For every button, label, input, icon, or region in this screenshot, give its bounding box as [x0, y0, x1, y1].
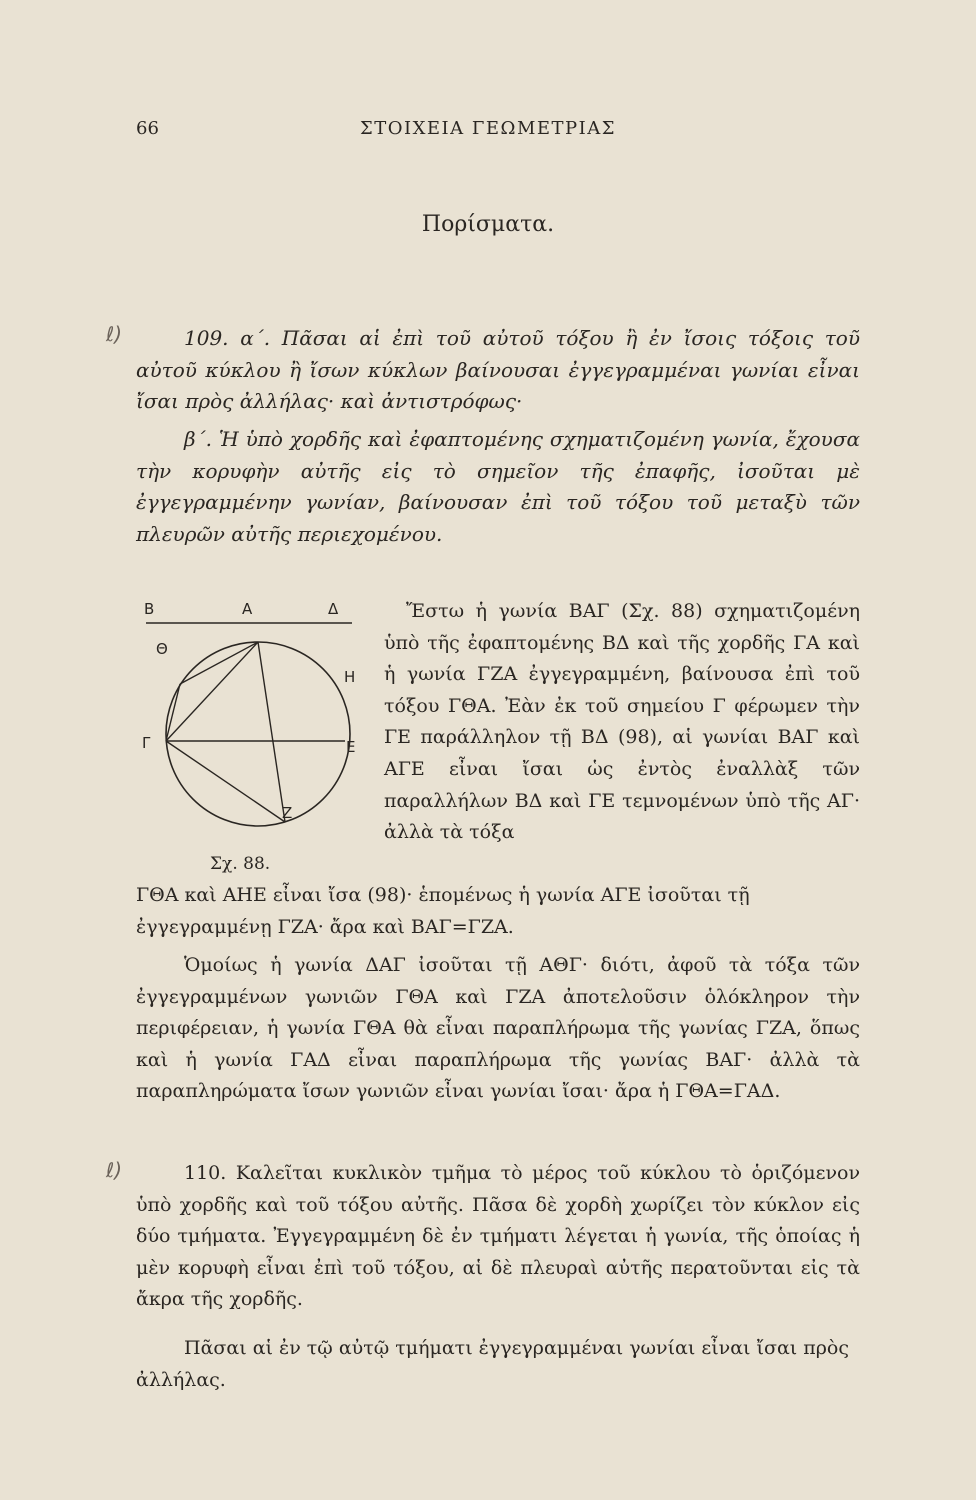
- margin-mark-109: ℓ): [106, 322, 123, 346]
- paragraph-similarly: Ὁμοίως ἡ γωνία ΔΑΓ ἰσοῦται τῇ ΑΘΓ· διότι, ἀφοῦ τὰ τόξα τῶν ἐγγεγραμμένων γωνιῶν ΓΘΑ καὶ ΓΖΑ ἀποτελοῦσιν ὁλόκληρον τὴν περιφέρειαν, ἡ γωνία ΓΘΑ θὰ εἶναι παραπλήρωμα τῆς γωνίας ΓΖΑ, ὅπως καὶ ἡ γωνία ΓΑΔ εἶναι παραπλήρωμα τῆς γωνίας ΒΑΓ· ἀλλὰ τὰ παραπληρώματα ἴσων γωνιῶν εἶναι γωνίαι ἴσαι· ἄρα ἡ ΓΘΑ=ΓΑΔ.: [136, 954, 860, 1103]
- chord-AZ: [258, 642, 285, 822]
- proof-text-right: Ἔστω ἡ γωνία ΒΑΓ (Σχ. 88) σχηματιζομένη ὑπὸ τῆς ἐφαπτομένης ΒΔ καὶ τῆς χορδῆς ΓΑ καὶ ἡ γωνία ΓΖΑ ἐγγεγραμμένη, βαίνουσα ἐπὶ τοῦ τόξου ΓΘΑ. Ἐὰν ἐκ τοῦ σημείου Γ φέρωμεν τὴν ΓΕ παράλληλον τῇ ΒΔ (98), αἱ γωνίαι ΒΑΓ καὶ ΑΓΕ εἶναι ἴσαι ὡς ἐντὸς ἐναλλὰξ τῶν παραλλήλων ΒΔ καὶ ΓΕ τεμνομένων ὑπὸ τῆς ΑΓ· ἀλλὰ τὰ τόξα: [384, 600, 860, 844]
- chord-AG: [166, 642, 258, 741]
- label-G: Γ: [142, 734, 151, 752]
- paragraph-109b: β΄. Ἡ ὑπὸ χορδῆς καὶ ἐφαπτομένης σχηματιζομένη γωνία, ἔχουσα τὴν κορυφὴν αὐτῆς εἰς τὸ σημεῖον τῆς ἐπαφῆς, ἰσοῦται μὲ ἐγγεγραμμένην γωνίαν, βαίνουσαν ἐπὶ τοῦ τόξου τοῦ μεταξὺ τῶν πλευρῶν αὐτῆς περιεχομένου.: [136, 427, 860, 546]
- label-H: Η: [344, 668, 356, 686]
- section-title: Πορίσματα.: [421, 212, 555, 237]
- proof-text-continued: ΓΘΑ καὶ ΑΗΕ εἶναι ἴσα (98)· ἑπομένως ἡ γωνία ΑΓΕ ἰσοῦται τῇ ἐγγεγραμμένῃ ΓΖΑ· ἄρα καὶ ΒΑΓ=ΓΖΑ.: [136, 884, 750, 938]
- label-Z: Z: [282, 804, 293, 822]
- figure-caption: Σχ. 88.: [210, 854, 271, 874]
- label-E: Ε: [346, 738, 356, 756]
- running-title: ΣΤΟΙΧΕΙΑ ΓΕΩΜΕΤΡΙΑΣ: [360, 118, 616, 139]
- paragraph-110: 110. Καλεῖται κυκλικὸν τμῆμα τὸ μέρος τοῦ κύκλου τὸ ὁριζόμενον ὑπὸ χορδῆς καὶ τοῦ τόξου αὐτῆς. Πᾶσα δὲ χορδὴ χωρίζει τὸν κύκλον εἰς δύο τμήματα. Ἐγγεγραμμένη δὲ ἐν τμήματι λέγεται ἡ γωνία, τῆς ὁποίας ἡ μὲν κορυφὴ εἶναι ἐπὶ τοῦ τόξου, αἱ δὲ πλευραὶ αὐτῆς περατοῦνται εἰς τὰ ἄκρα τῆς χορδῆς.: [136, 1162, 860, 1311]
- paragraph-last: Πᾶσαι αἱ ἐν τῷ αὐτῷ τμήματι ἐγγεγραμμέναι γωνίαι εἶναι ἴσαι πρὸς ἀλλήλας.: [136, 1337, 850, 1391]
- label-D: Δ: [328, 600, 339, 618]
- label-TH: Θ: [156, 640, 168, 658]
- label-A: Α: [242, 600, 253, 618]
- margin-mark-110: ℓ): [106, 1158, 123, 1182]
- circle: [166, 642, 350, 826]
- page-header: [0, 118, 976, 148]
- chord-ATH: [180, 642, 258, 684]
- paragraph-109a: 109. α΄. Πᾶσαι αἱ ἐπὶ τοῦ αὐτοῦ τόξου ἢ ἐν ἴσοις τόξοις τοῦ αὐτοῦ κύκλου ἢ ἴσων κύκλων βαίνουσαι ἐγγεγραμμέναι γωνίαι εἶναι ἴσαι πρὸς ἀλλήλας· καὶ ἀντιστρόφως·: [136, 326, 860, 414]
- geometry-figure-88: [140, 596, 360, 876]
- label-B: Β: [144, 600, 155, 618]
- page-number: 66: [136, 118, 159, 139]
- chord-GZ: [166, 741, 285, 822]
- circle-tangent-diagram: [140, 596, 360, 856]
